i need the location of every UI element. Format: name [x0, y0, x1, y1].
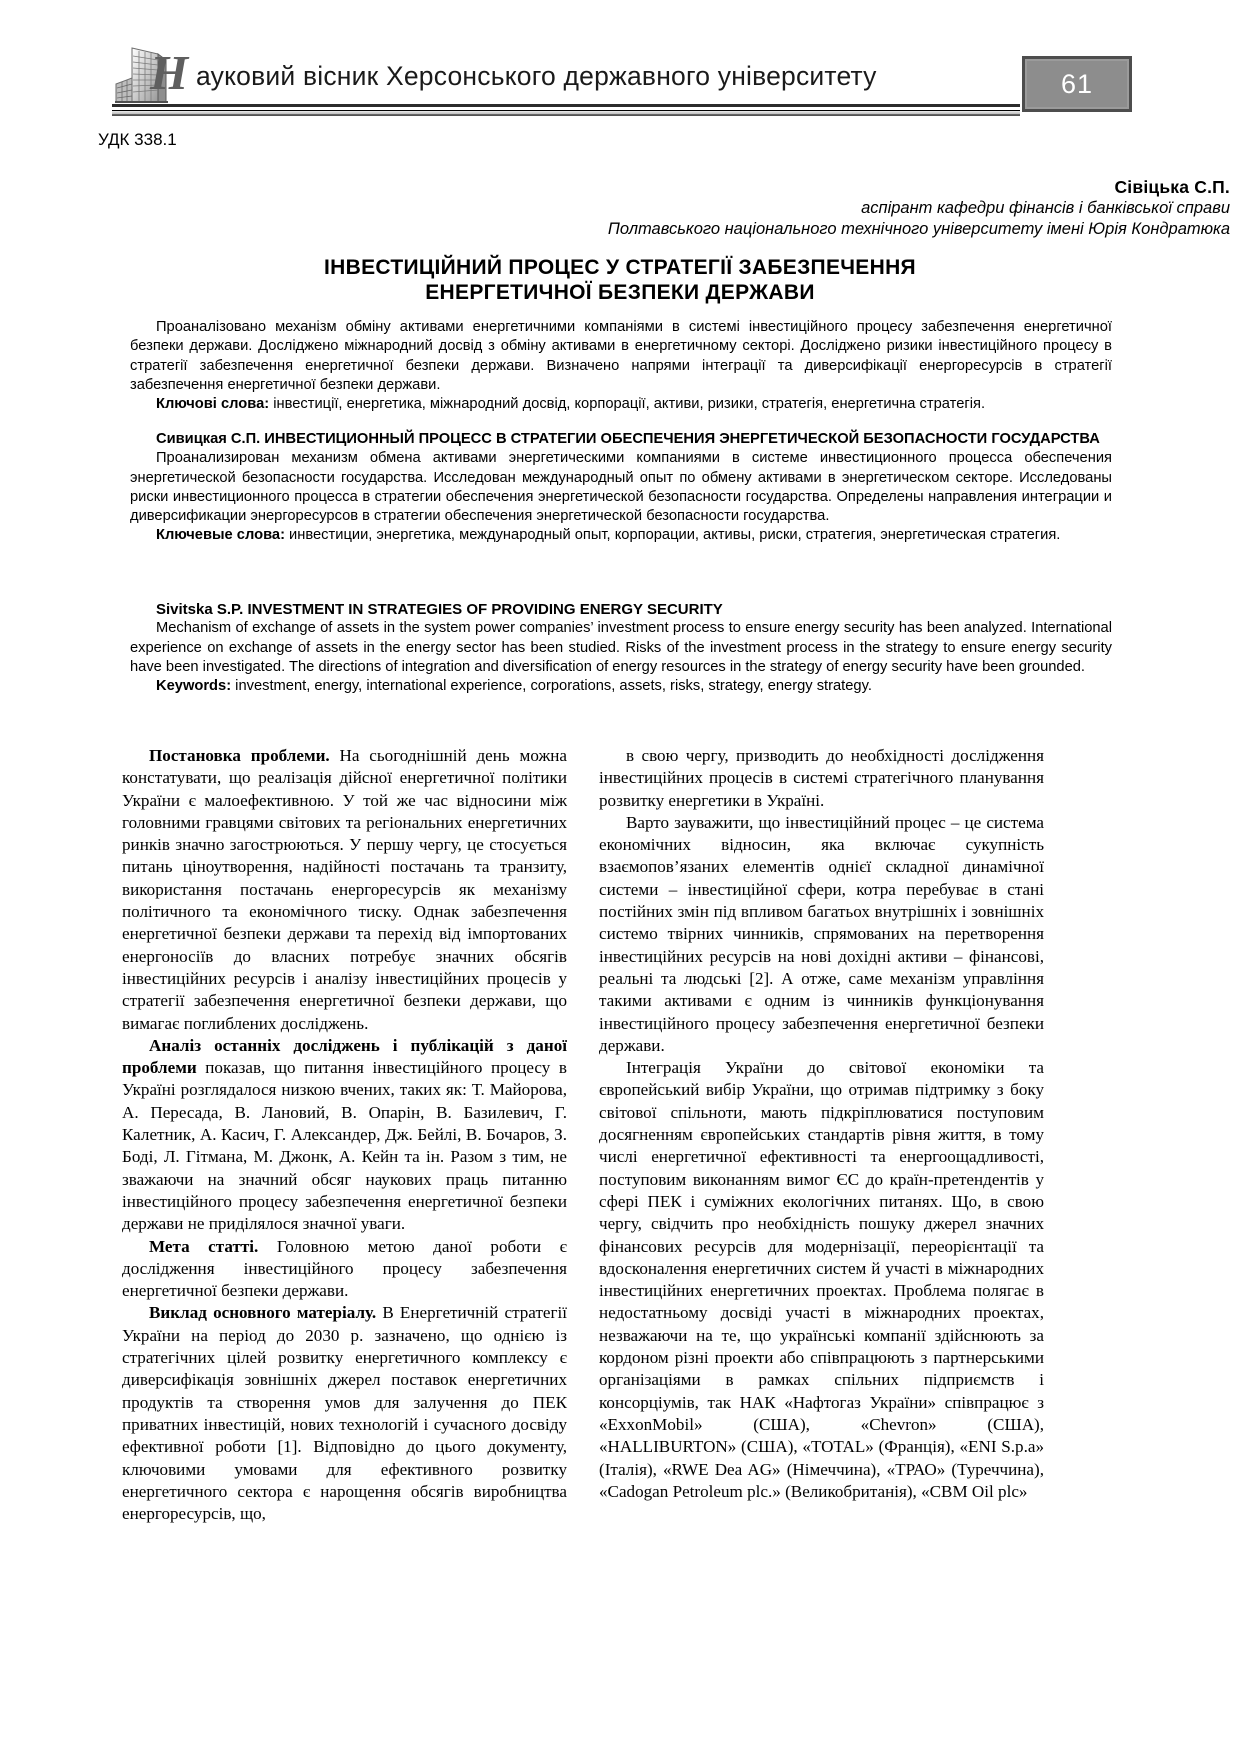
author-block — [330, 176, 1230, 240]
page-number-badge — [1022, 56, 1132, 112]
body-paragraph — [599, 812, 1044, 1057]
body-paragraph-text: Головною метою даної роботи є дослідження інвестиційного процесу забезпечення енергетичної безпеки держави. — [122, 1236, 567, 1301]
abstract-en-keywords — [130, 677, 1112, 696]
abstract-en-text: Mechanism of exchange of assets in the system power companies’ investment process to ensure energy security has been analyzed. International experience on exchange of assets in the energy sector has been studied. Risks of the investment process in the strategy to ensure energy security have been investigated. The directions of integration and diversification of energy resources in the strategy of energy security have been grounded. — [130, 620, 1112, 675]
body-paragraph — [122, 1302, 567, 1525]
body-paragraph-text: Варто зауважити, що інвестиційний процес – це система економічних відносин, яка включає сукупність взаємопов’язаних елементів однієї складної динамічної системи – інвестиційної сфери, котра перебуває в стані постійних змін під впливом багатьох внутрішніх і зовнішніх системо твірних чинників, спрямованих на перетворення інвестиційних ресурсів на нові дохідні активи – фінансові, реальні та людські [2]. А отже, саме механізм управління такими активами є одним із чинників функціонування інвестиційного процесу забезпечення енергетичної безпеки держави. — [599, 812, 1044, 1055]
body-paragraph — [122, 745, 567, 1035]
udc-code: УДК 338.1 — [98, 130, 177, 149]
abstract-ru-text: Проанализирован механизм обмена активами энергетическими компаниями в системе инвестиционного процесса обеспечения энергетической безопасности государства. Исследован международный опыт по обмену активами в энергетическом секторе. Исследованы риски инвестиционного процесса в стратегии обеспечения энергетической безопасности государства. Определены направления интеграции и диверсификации энергоресурсов в стратегии обеспечения энергетической безопасности государства. — [130, 450, 1112, 525]
body-paragraph-lead: Мета статті. — [149, 1236, 259, 1256]
body-paragraph-text: В Енергетичній стратегії України на період до 2030 р. зазначено, що однією із стратегічних цілей розвитку енергетичного комплексу є диверсифікація зовнішніх джерел поставок енергетичних продуктів та створення умов для залучення до ПЕК приватних інвестицій, нових технологій і сучасного досвіду ефективної роботи [1]. Відповідно до цього документу, ключовими умовами для ефективного розвитку енергетичного сектора є нарощення обсягів виробництва енергоресурсів, що, — [122, 1303, 568, 1524]
body-paragraph-text: показав, що питання інвестиційного процесу в Україні розглядалося низкою вчених, таких як: Т. Майорова, А. Пересада, В. Лановий, В. Опарін, В. Базилевич, Г. Калетник, А. Касич, Г. Александер, Дж. Бейлі, В. Бочаров, З. Боді, Л. Гітмана, М. Джонк, А. Кейн та ін. Разом з тим, не зважаючи на значний обсяг наукових праць питанню інвестиційного процесу забезпечення енергетичної безпеки держави не приділялося значної уваги. — [122, 1058, 567, 1234]
body-column-right — [599, 745, 1044, 1503]
abstract-ru-keywords-list: инвестиции, энергетика, международный опыт, корпорации, активы, риски, стратегия, энергетическая стратегия. — [284, 527, 1061, 544]
header-rule — [112, 110, 1020, 116]
body-paragraph-lead: Аналіз останніх досліджень і публікацій з даної проблеми — [122, 1035, 567, 1078]
abstract-ru-keywords — [130, 526, 1112, 545]
abstract-ru-heading-author: Сивицкая С.П. — [156, 431, 261, 447]
body-paragraph — [599, 1057, 1044, 1503]
page-header — [0, 0, 1240, 118]
article-title — [120, 255, 1120, 305]
abstract-ru-heading — [130, 430, 1112, 449]
abstract-english — [130, 600, 1112, 696]
journal-title: ауковий вісник Херсонського державного університету — [196, 61, 877, 91]
body-paragraph-text: в свою чергу, призводить до необхідності дослідження інвестиційних процесів в системі стратегічного планування розвитку енергетики в Україні. — [599, 746, 1044, 810]
article-title-line1: ІНВЕСТИЦІЙНИЙ ПРОЦЕС У СТРАТЕГІЇ ЗАБЕЗПЕЧЕННЯ — [324, 256, 916, 279]
abstract-uk-text: Проаналізовано механізм обміну активами енергетичними компаніями в системі інвестиційного процесу забезпечення енергетичної безпеки держави. Досліджено міжнародний досвід з обміну активами в енергетичному секторі. Досліджено ризики інвестиційного процесу в стратегії забезпечення енергетичної безпеки держави. Визначено напрями інтеграції та диверсифікації енергоресурсів в стратегії забезпечення енергетичної безпеки держави. — [130, 319, 1112, 393]
page-number: 61 — [1060, 68, 1094, 99]
author-affiliation-line2: Полтавського національного технічного університету імені Юрія Кондратюка — [607, 220, 1230, 238]
body-column-left — [122, 745, 567, 1525]
body-paragraph-lead: Виклад основного матеріалу. — [149, 1303, 377, 1323]
abstract-en-keywords-list: investment, energy, international experience, corporations, assets, risks, strategy, energy strategy. — [231, 678, 872, 695]
body-paragraph — [599, 745, 1044, 812]
abstract-uk-keywords — [130, 395, 1112, 414]
body-paragraph-lead: Постановка проблеми. — [149, 746, 330, 765]
abstract-uk-keywords-list: інвестиції, енергетика, міжнародний досвід, корпорації, активи, ризики, стратегія, енергетична стратегія. — [269, 396, 986, 413]
journal-drop-cap: Н — [150, 45, 188, 100]
body-paragraph-text: Інтеграція України до світової економіки та європейський вибір України, що отримав підтримку з боку світової спільноти, мають підкріплюватися поступовим досягненням європейських стандартів рівня життя, в тому числі енергетичної ефективності та енергоощадливості, поступовим виконанням вимог ЄС до країн-претендентів у сфері ПЕК і суміжних екологічних питанях. Що, в свою чергу, свідчить про необхідність пошуку джерел значних фінансових ресурсів для модернізації, переорієнтації та вдосконалення енергетичних систем й участі в міжнародних інвестиційних енергетичних проектах. Проблема полягає в недостатньому досвіді участі в міжнародних проектах, незважаючи на те, що українські компанії здійснюють за кордоном різні проекти або співпрацюють з партнерськими організаціями в рамках спільних підприємств і консорціумів, так НАК «Нафтогаз України» співпрацює з «ExxonMobil» (США), «Chevron» (США), «HALLIBURTON» (США), «TOTAL» (Франція), «ENI S.p.a» (Італія), «RWE Dea AG» (Німеччина), «ТРАО» (Туреччина), «Cadogan Petroleum plc.» (Великобританія), «CBM Oil plc» — [599, 1058, 1044, 1501]
abstract-en-keywords-label: Keywords: — [156, 678, 232, 695]
abstract-ru-heading-title: ИНВЕСТИЦИОННЫЙ ПРОЦЕСС В СТРАТЕГИИ ОБЕСПЕЧЕНИЯ ЭНЕРГЕТИЧЕСКОЙ БЕЗОПАСНОСТИ ГОСУДАРСТВА — [260, 431, 1100, 447]
abstract-russian — [130, 430, 1112, 546]
header-rule-top — [112, 104, 1020, 107]
abstract-ukrainian — [130, 318, 1112, 414]
abstract-ru-keywords-label: Ключевые слова: — [156, 527, 285, 544]
body-paragraph — [122, 1035, 567, 1236]
abstract-en-heading: Sivitska S.P. INVESTMENT IN STRATEGIES OF PROVIDING ENERGY SECURITY — [156, 601, 723, 618]
body-paragraph — [122, 1236, 567, 1303]
body-paragraph-text: На сьогоднішній день можна констатувати, що реалізація дійсної енергетичної політики України є малоефективною. У той же час відносини між головними гравцями світових та регіональних енергетичних ринків значно загострюються. У першу чергу, це стосується питань ціноутворення, надійності постачань та транзиту, використання постачань енергоресурсів як механізму політичного та економічного тиску. Однак забезпечення енергетичної безпеки держави та перехід від імпортованих енергоносіїв до власних потребує значних обсягів інвестиційних ресурсів і аналізу інвестиційних процесів у стратегії забезпечення енергетичної безпеки держави, що вимагає поглиблених досліджень. — [122, 746, 568, 1033]
body-columns — [122, 745, 1122, 1705]
article-title-line2: ЕНЕРГЕТИЧНОЇ БЕЗПЕКИ ДЕРЖАВИ — [425, 281, 815, 304]
author-affiliation-line1: аспірант кафедри фінансів і банківської справи — [861, 199, 1230, 217]
author-name: Сівіцька С.П. — [1114, 177, 1230, 197]
abstract-uk-keywords-label: Ключові слова: — [156, 396, 270, 413]
